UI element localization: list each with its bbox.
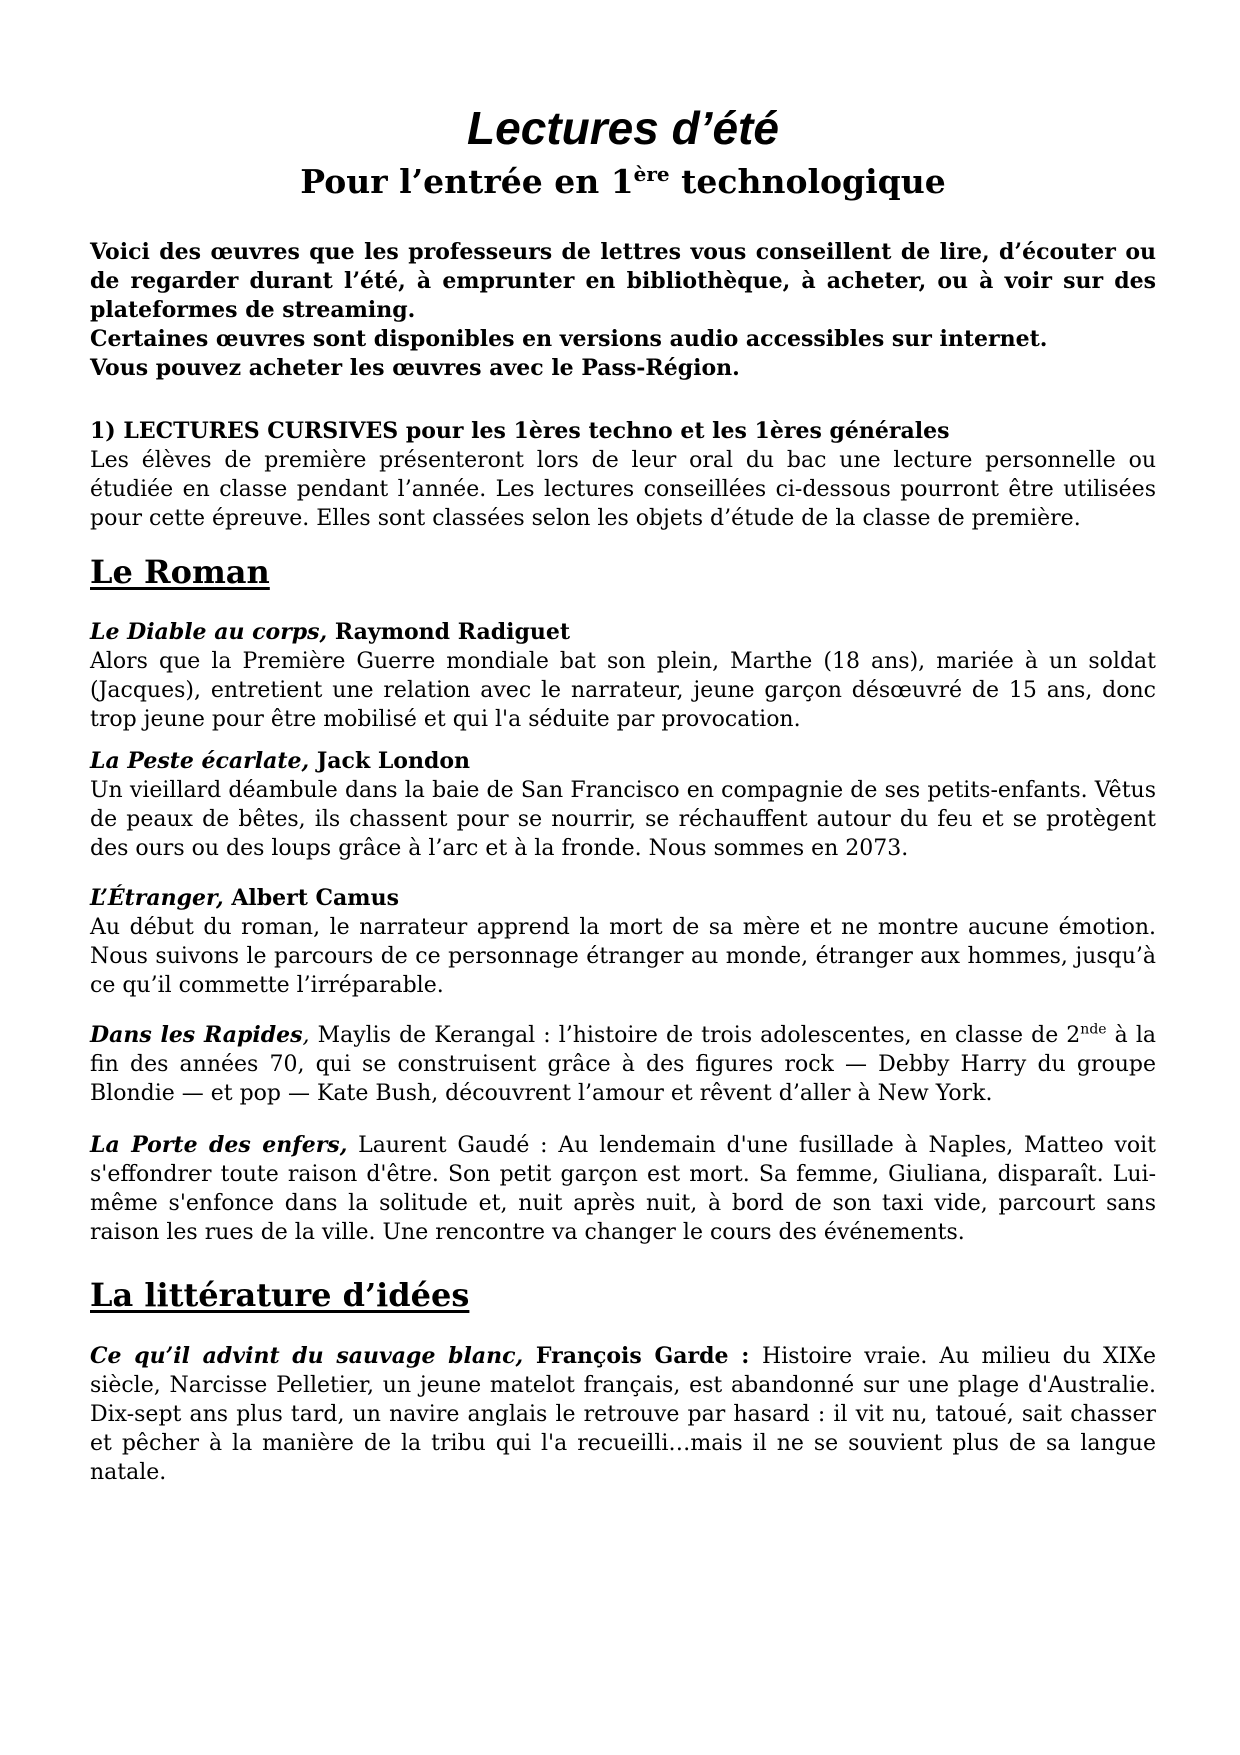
intro-line: Certaines œuvres sont disponibles en versions audio accessibles sur internet.	[90, 326, 1048, 352]
book-title: La Peste écarlate,	[90, 748, 310, 774]
book-entry	[90, 747, 1156, 863]
book-entry	[90, 1342, 1156, 1487]
book-summary: Un vieillard déambule dans la baie de San Francisco en compagnie de ses petits-enfants. Vêtus de peaux de bêtes, ils chassent pour se nourrir, se réchauffent autour du feu et se protègent des ours ou des loups grâce à l’arc et à la fronde. Nous sommes en 2073.	[90, 778, 1156, 861]
book-summary: à la fin des années 70, qui se construisent grâce à des figures rock — Debby Harry du groupe Blondie — et pop — Kate Bush, découvrent l’amour et rêvent d’aller à New York.	[90, 1023, 1156, 1106]
book-title: La Porte des enfers,	[90, 1132, 348, 1158]
section1-text: Les élèves de première présenteront lors de leur oral du bac une lecture personnelle ou étudiée en classe pendant l’année. Les lectures conseillées ci-dessous pourront être utilisées pour cette épreuve. Elles sont classées selon les objets d’étude de la classe de première.	[90, 448, 1156, 531]
intro-block	[90, 238, 1156, 383]
book-entry	[90, 618, 1156, 734]
subtitle-text-post: technologique	[669, 162, 946, 201]
page-subtitle	[90, 160, 1156, 204]
subtitle-superscript: ère	[633, 162, 670, 186]
book-entry	[90, 1131, 1156, 1247]
subtitle-text-pre: Pour l’entrée en 1	[300, 162, 634, 201]
book-summary: Alors que la Première Guerre mondiale bat son plein, Marthe (18 ans), mariée à un soldat (Jacques), entretient une relation avec le narrateur, jeune garçon désœuvré de 15 ans, donc trop jeune pour être mobilisé et qui l'a séduite par provocation.	[90, 649, 1156, 732]
book-author: François Garde :	[523, 1343, 763, 1369]
book-title: L’Étranger,	[90, 885, 224, 911]
book-entry	[90, 884, 1156, 1000]
book-summary: Histoire vraie. Au milieu du XIXe siècle, Narcisse Pelletier, un jeune matelot français, est abandonné sur une plage d'Australie. Dix-sept ans plus tard, un navire anglais le retrouve par hasard : il vit nu, tatoué, sait chasser et pêcher à la manière de la tribu qui l'a recueilli…mais il ne se souvient plus de sa langue natale.	[90, 1344, 1156, 1485]
book-summary: Laurent Gaudé : Au lendemain d'une fusillade à Naples, Matteo voit s'effondrer toute raison d'être. Son petit garçon est mort. Sa femme, Giuliana, disparaît. Lui-même s'enfonce dans la solitude et, nuit après nuit, à bord de son taxi vide, parcourt sans raison les rues de la ville. Une rencontre va changer le cours des événements.	[90, 1133, 1156, 1245]
section1-block	[90, 417, 1156, 533]
book-title: Le Diable au corps,	[90, 619, 328, 645]
book-title: Dans les Rapides	[90, 1022, 303, 1048]
section-heading-roman: Le Roman	[90, 553, 270, 591]
book-author: Raymond Radiguet	[327, 619, 571, 645]
section-heading-idees: La littérature d’idées	[90, 1276, 470, 1314]
book-title-comma: ,	[302, 1023, 310, 1048]
book-author: Albert Camus	[223, 885, 399, 911]
book-summary: Maylis de Kerangal : l’histoire de trois adolescentes, en classe de 2	[309, 1023, 1081, 1048]
intro-line: Voici des œuvres que les professeurs de lettres vous conseillent de lire, d’écouter ou de regarder durant l’été, à emprunter en bibliothèque, à acheter, ou à voir sur des plateformes de streaming.	[90, 239, 1156, 323]
book-summary-superscript: nde	[1080, 1021, 1107, 1038]
book-author: Jack London	[309, 748, 471, 774]
page-title: Lectures d’été	[467, 102, 779, 154]
book-summary: Au début du roman, le narrateur apprend la mort de sa mère et ne montre aucune émotion. Nous suivons le parcours de ce personnage étranger au monde, étranger aux hommes, jusqu’à ce qu’il commette l’irréparable.	[90, 915, 1156, 998]
book-entry	[90, 1021, 1156, 1108]
intro-line: Vous pouvez acheter les œuvres avec le Pass-Région.	[90, 355, 740, 381]
book-title: Ce qu’il advint du sauvage blanc,	[90, 1343, 524, 1369]
section1-heading: 1) LECTURES CURSIVES pour les 1ères techno et les 1ères générales	[90, 418, 950, 444]
